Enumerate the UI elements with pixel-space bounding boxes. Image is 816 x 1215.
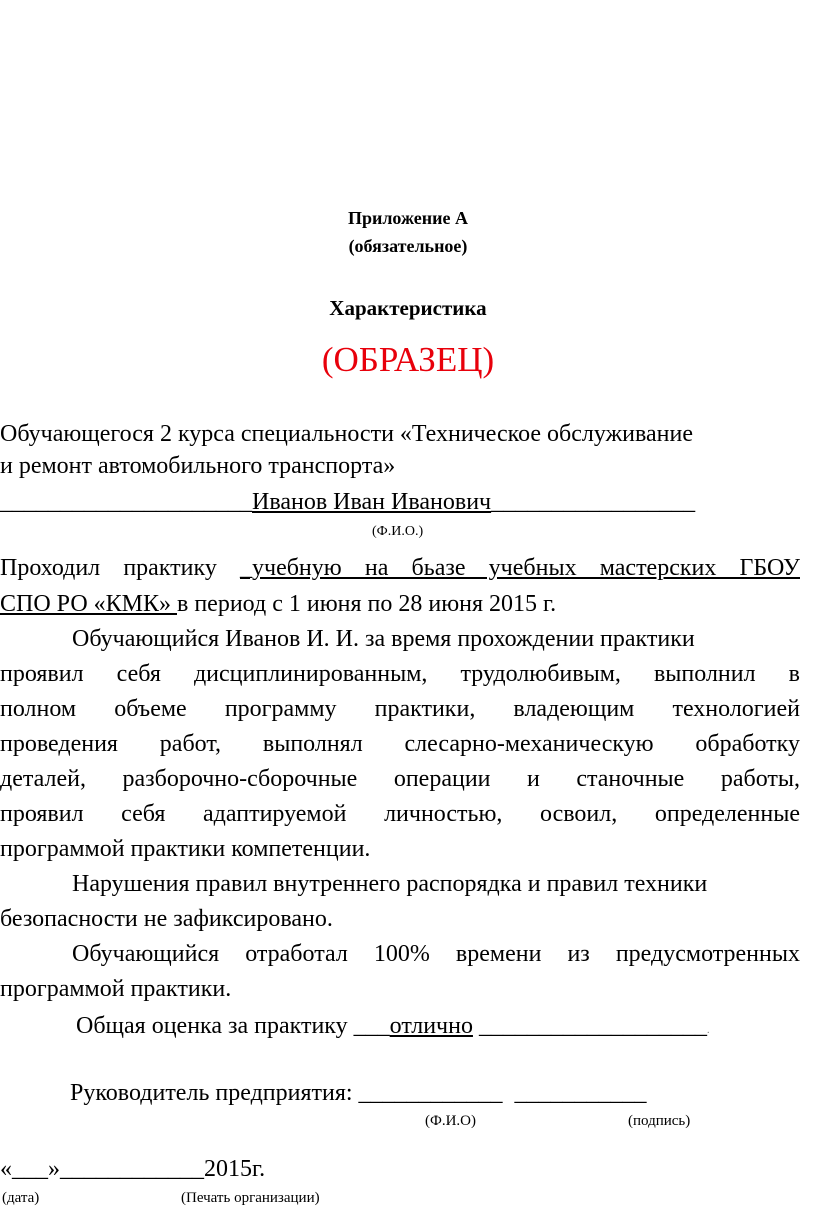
p1-line-4: проведения работ, выполнял слесарно-механическую обработку bbox=[0, 731, 800, 757]
supervisor-label: Руководитель предприятия: bbox=[70, 1080, 359, 1106]
p1-line-3: полном объеме программу практики, владеющим технологией bbox=[0, 696, 800, 722]
student-name: Иванов Иван Иванович bbox=[252, 489, 492, 515]
date-line: «___»____________2015г. bbox=[0, 1156, 266, 1182]
supervisor-signature-blank: ___________ bbox=[514, 1080, 647, 1106]
p1-line-2: проявил себя дисциплинированным, трудолюбивым, выполнил в bbox=[0, 661, 800, 687]
p2-line-2: безопасности не зафиксировано. bbox=[0, 906, 333, 932]
supervisor-name-blank: ____________ bbox=[358, 1080, 503, 1106]
grade-value: отлично bbox=[389, 1013, 473, 1039]
date-caption: (дата) bbox=[2, 1190, 40, 1206]
supervisor-name-caption: (Ф.И.О) bbox=[425, 1113, 477, 1129]
appendix-mandatory: (обязательное) bbox=[348, 236, 468, 256]
practice-place: _учебную на бьазе учебных мастерских ГБОУ bbox=[240, 555, 800, 581]
student-line-2: и ремонт автомобильного транспорта» bbox=[0, 453, 396, 479]
grade-line bbox=[76, 1013, 709, 1040]
p2-line-1: Нарушения правил внутреннего распорядка и правил техники bbox=[72, 871, 708, 897]
grade-prefix: Общая оценка за практику ___ bbox=[76, 1013, 390, 1039]
student-name-line bbox=[0, 489, 695, 516]
sample-stamp: (ОБРАЗЕЦ) bbox=[321, 340, 495, 379]
supervisor-gap bbox=[503, 1080, 515, 1106]
p3-line-1: Обучающийся отработал 100% времени из предусмотренных bbox=[72, 941, 800, 967]
p3-line-2: программой практики. bbox=[0, 976, 232, 1002]
supervisor-line bbox=[70, 1080, 647, 1107]
supervisor-signature-caption: (подпись) bbox=[628, 1113, 691, 1129]
practice-line-1 bbox=[0, 555, 800, 582]
grade-dot: . bbox=[706, 1025, 710, 1036]
practice-place-cont: СПО РО «КМК» bbox=[0, 591, 177, 617]
stamp-caption: (Печать организации) bbox=[181, 1190, 320, 1206]
practice-prefix: Проходил практику bbox=[0, 555, 240, 581]
name-caption: (Ф.И.О.) bbox=[372, 524, 424, 539]
appendix-title: Приложение А bbox=[347, 208, 469, 228]
grade-suffix: ___________________ bbox=[472, 1013, 707, 1039]
p1-line-7: программой практики компетенции. bbox=[0, 836, 371, 862]
p1-line-6: проявил себя адаптируемой личностью, освоил, определенные bbox=[0, 801, 800, 827]
p1-line-1: Обучающийся Иванов И. И. за время прохождении практики bbox=[72, 626, 695, 652]
p1-line-5: деталей, разборочно-сборочные операции и станочные работы, bbox=[0, 766, 800, 792]
practice-line-2 bbox=[0, 591, 556, 618]
student-line-1: Обучающегося 2 курса специальности «Техническое обслуживание bbox=[0, 421, 693, 447]
document-title: Характеристика bbox=[329, 296, 487, 320]
practice-period: в период с 1 июня по 28 июня 2015 г. bbox=[177, 591, 557, 617]
name-blank-lead: _____________________ bbox=[0, 489, 252, 515]
name-blank-trail: _________________ bbox=[491, 489, 696, 515]
